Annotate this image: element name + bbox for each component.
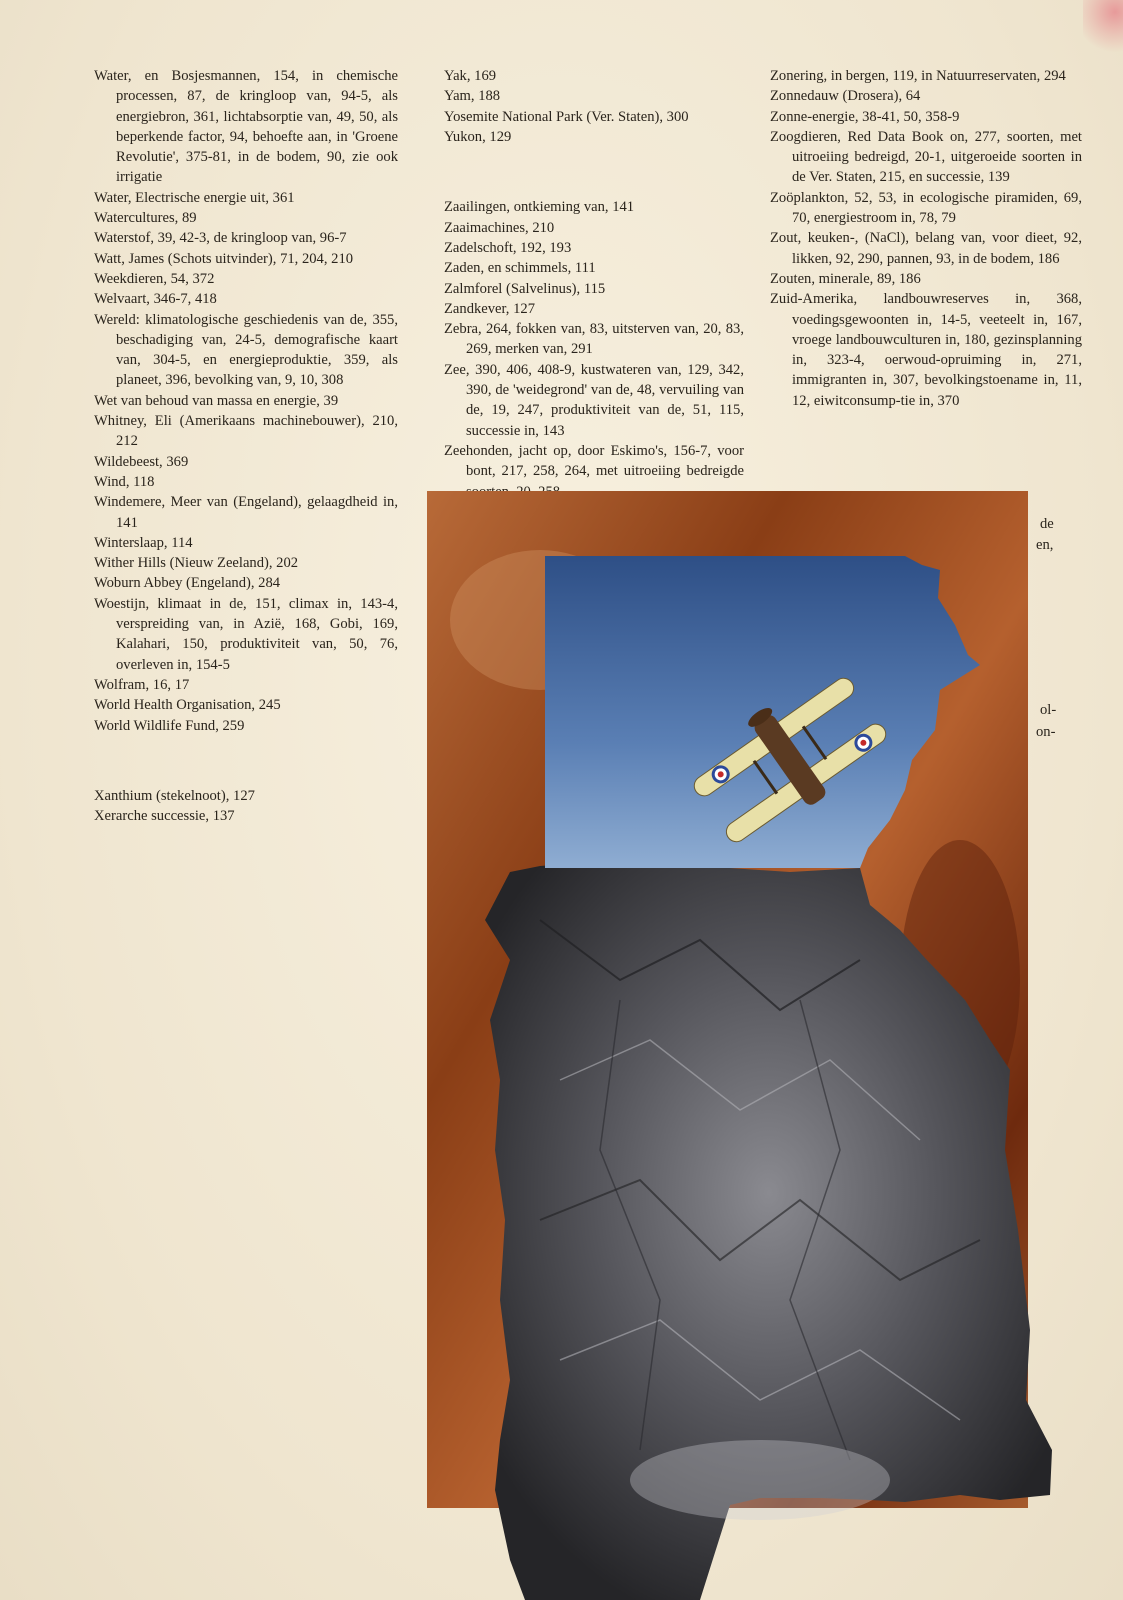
index-entry: Yak, 169 bbox=[444, 68, 497, 84]
index-entry: Whitney, Eli (Amerikaans machinebouwer), 210, 212 bbox=[94, 413, 398, 450]
index-entry: Water, en Bosjesmannen, 154, in chemische processen, 87, de kringloop van, 94-5, als energiebron, 361, lichtabsorptie van, 49, 50, als beperkende factor, 94, behoefte aan, in 'Groene Revolutie', 375-81, in de bodem, 90, zie ook irrigatie bbox=[94, 68, 398, 186]
text-fragment: ol- bbox=[1040, 702, 1057, 718]
index-entry: Woburn Abbey (Engeland), 284 bbox=[94, 575, 281, 592]
index-entry: Welvaart, 346-7, 418 bbox=[94, 291, 217, 308]
index-entry: Zonne-energie, 38-41, 50, 358-9 bbox=[770, 108, 960, 125]
index-entry: Wereld: klimatologische geschiedenis van de, 355, beschadiging van, 24-5, demografische kaart van, 304-5, en energieproduktie, 359, als planeet, 396, bevolking van, 9, 10, 308 bbox=[94, 311, 398, 389]
index-entry: Zee, 390, 406, 408-9, kustwateren van, 129, 342, 390, de 'weidegrond' van de, 48, vervuiling van de, 19, 247, produktiviteit van de, 51, 115, successie in, 143 bbox=[444, 361, 744, 439]
index-entry: Zebra, 264, fokken van, 83, uitsterven van, 20, 83, 269, merken van, 291 bbox=[444, 321, 744, 358]
index-entry: Yosemite National Park (Ver. Staten), 300 bbox=[444, 108, 689, 125]
index-entry: Zonnedauw (Drosera), 64 bbox=[770, 88, 921, 105]
index-entry: Zuid-Amerika, landbouwreserves in, 368, voedingsgewoonten in, 14-5, veeteelt in, 167, vroege landbouwculturen in, 180, gezinsplanning in, 323-4, oerwoud-opruiming in, 271, immigranten in, 307, bevolkingstoename in, 11, 12, eiwitconsump-tie in, 370 bbox=[770, 291, 1082, 409]
index-entry: Zoöplankton, 52, 53, in ecologische piramiden, 69, 70, energiestroom in, 78, 79 bbox=[770, 189, 1082, 227]
text-fragment: on- bbox=[1036, 724, 1056, 740]
index-entry: Wet van behoud van massa en energie, 39 bbox=[94, 392, 339, 409]
index-entry: Winterslaap, 114 bbox=[94, 534, 193, 551]
index-entry: Xerarche successie, 137 bbox=[94, 808, 235, 825]
index-entry: Watt, James (Schots uitvinder), 71, 204, 210 bbox=[94, 250, 354, 267]
index-entry: Watercultures, 89 bbox=[94, 210, 197, 227]
index-entry: Zaaimachines, 210 bbox=[444, 219, 555, 236]
index-entry: Zadelschoft, 192, 193 bbox=[444, 239, 572, 256]
index-entry: Wind, 118 bbox=[94, 473, 155, 490]
index-entry: Zout, keuken-, (NaCl), belang van, voor dieet, 92, likken, 92, 290, pannen, 93, in de bodem, 186 bbox=[770, 230, 1082, 267]
index-entry: Woestijn, klimaat in de, 151, climax in, 143-4, verspreiding van, in Azië, 168, Gobi, 169, Kalahari, 150, produktiviteit van, 50, 76, overleven in, 154-5 bbox=[94, 595, 398, 673]
index-entry: Weekdieren, 54, 372 bbox=[94, 270, 215, 287]
index-entry: Wolfram, 16, 17 bbox=[94, 676, 190, 693]
index-entry: Zeehonden, jacht op, door Eskimo's, 156-7, voor bont, 217, 258, 264, met uitroeiing bedreigde bbox=[444, 442, 744, 480]
text-fragment: de bbox=[1040, 516, 1054, 532]
text-fragment: en, bbox=[1036, 537, 1054, 553]
index-entry: Windemere, Meer van (Engeland), gelaagdheid in, 141 bbox=[94, 494, 398, 531]
index-entry: World Health Organisation, 245 bbox=[94, 697, 281, 714]
index-entry: Wither Hills (Nieuw Zeeland), 202 bbox=[94, 555, 299, 572]
index-entry: Zouten, minerale, 89, 186 bbox=[770, 270, 921, 287]
index-entry: Zandkever, 127 bbox=[444, 300, 535, 317]
index-entry: Yam, 188 bbox=[444, 88, 501, 105]
index-entry: Yukon, 129 bbox=[444, 128, 512, 145]
index-entry: Water, Electrische energie uit, 361 bbox=[94, 189, 295, 206]
index-entry: World Wildlife Fund, 259 bbox=[94, 717, 245, 734]
index-entry: Zoogdieren, Red Data Book on, 277, soorten, met uitroeiing bedreigd, 20-1, uitgeroeide soorten in de Ver. Staten, 215, en successie, 139 bbox=[770, 128, 1082, 186]
index-entry: Zonering, in bergen, 119, in Natuurreservaten, 294 bbox=[770, 68, 1066, 84]
index-entry: Waterstof, 39, 42-3, de kringloop van, 96-7 bbox=[94, 230, 347, 247]
index-entry: Zaailingen, ontkieming van, 141 bbox=[444, 199, 635, 216]
index-entry: Zaden, en schimmels, 111 bbox=[444, 260, 596, 277]
index-entry: Zalmforel (Salvelinus), 115 bbox=[444, 280, 606, 297]
index-entry: Xanthium (stekelnoot), 127 bbox=[94, 787, 255, 804]
index-entry: Wildebeest, 369 bbox=[94, 453, 189, 470]
